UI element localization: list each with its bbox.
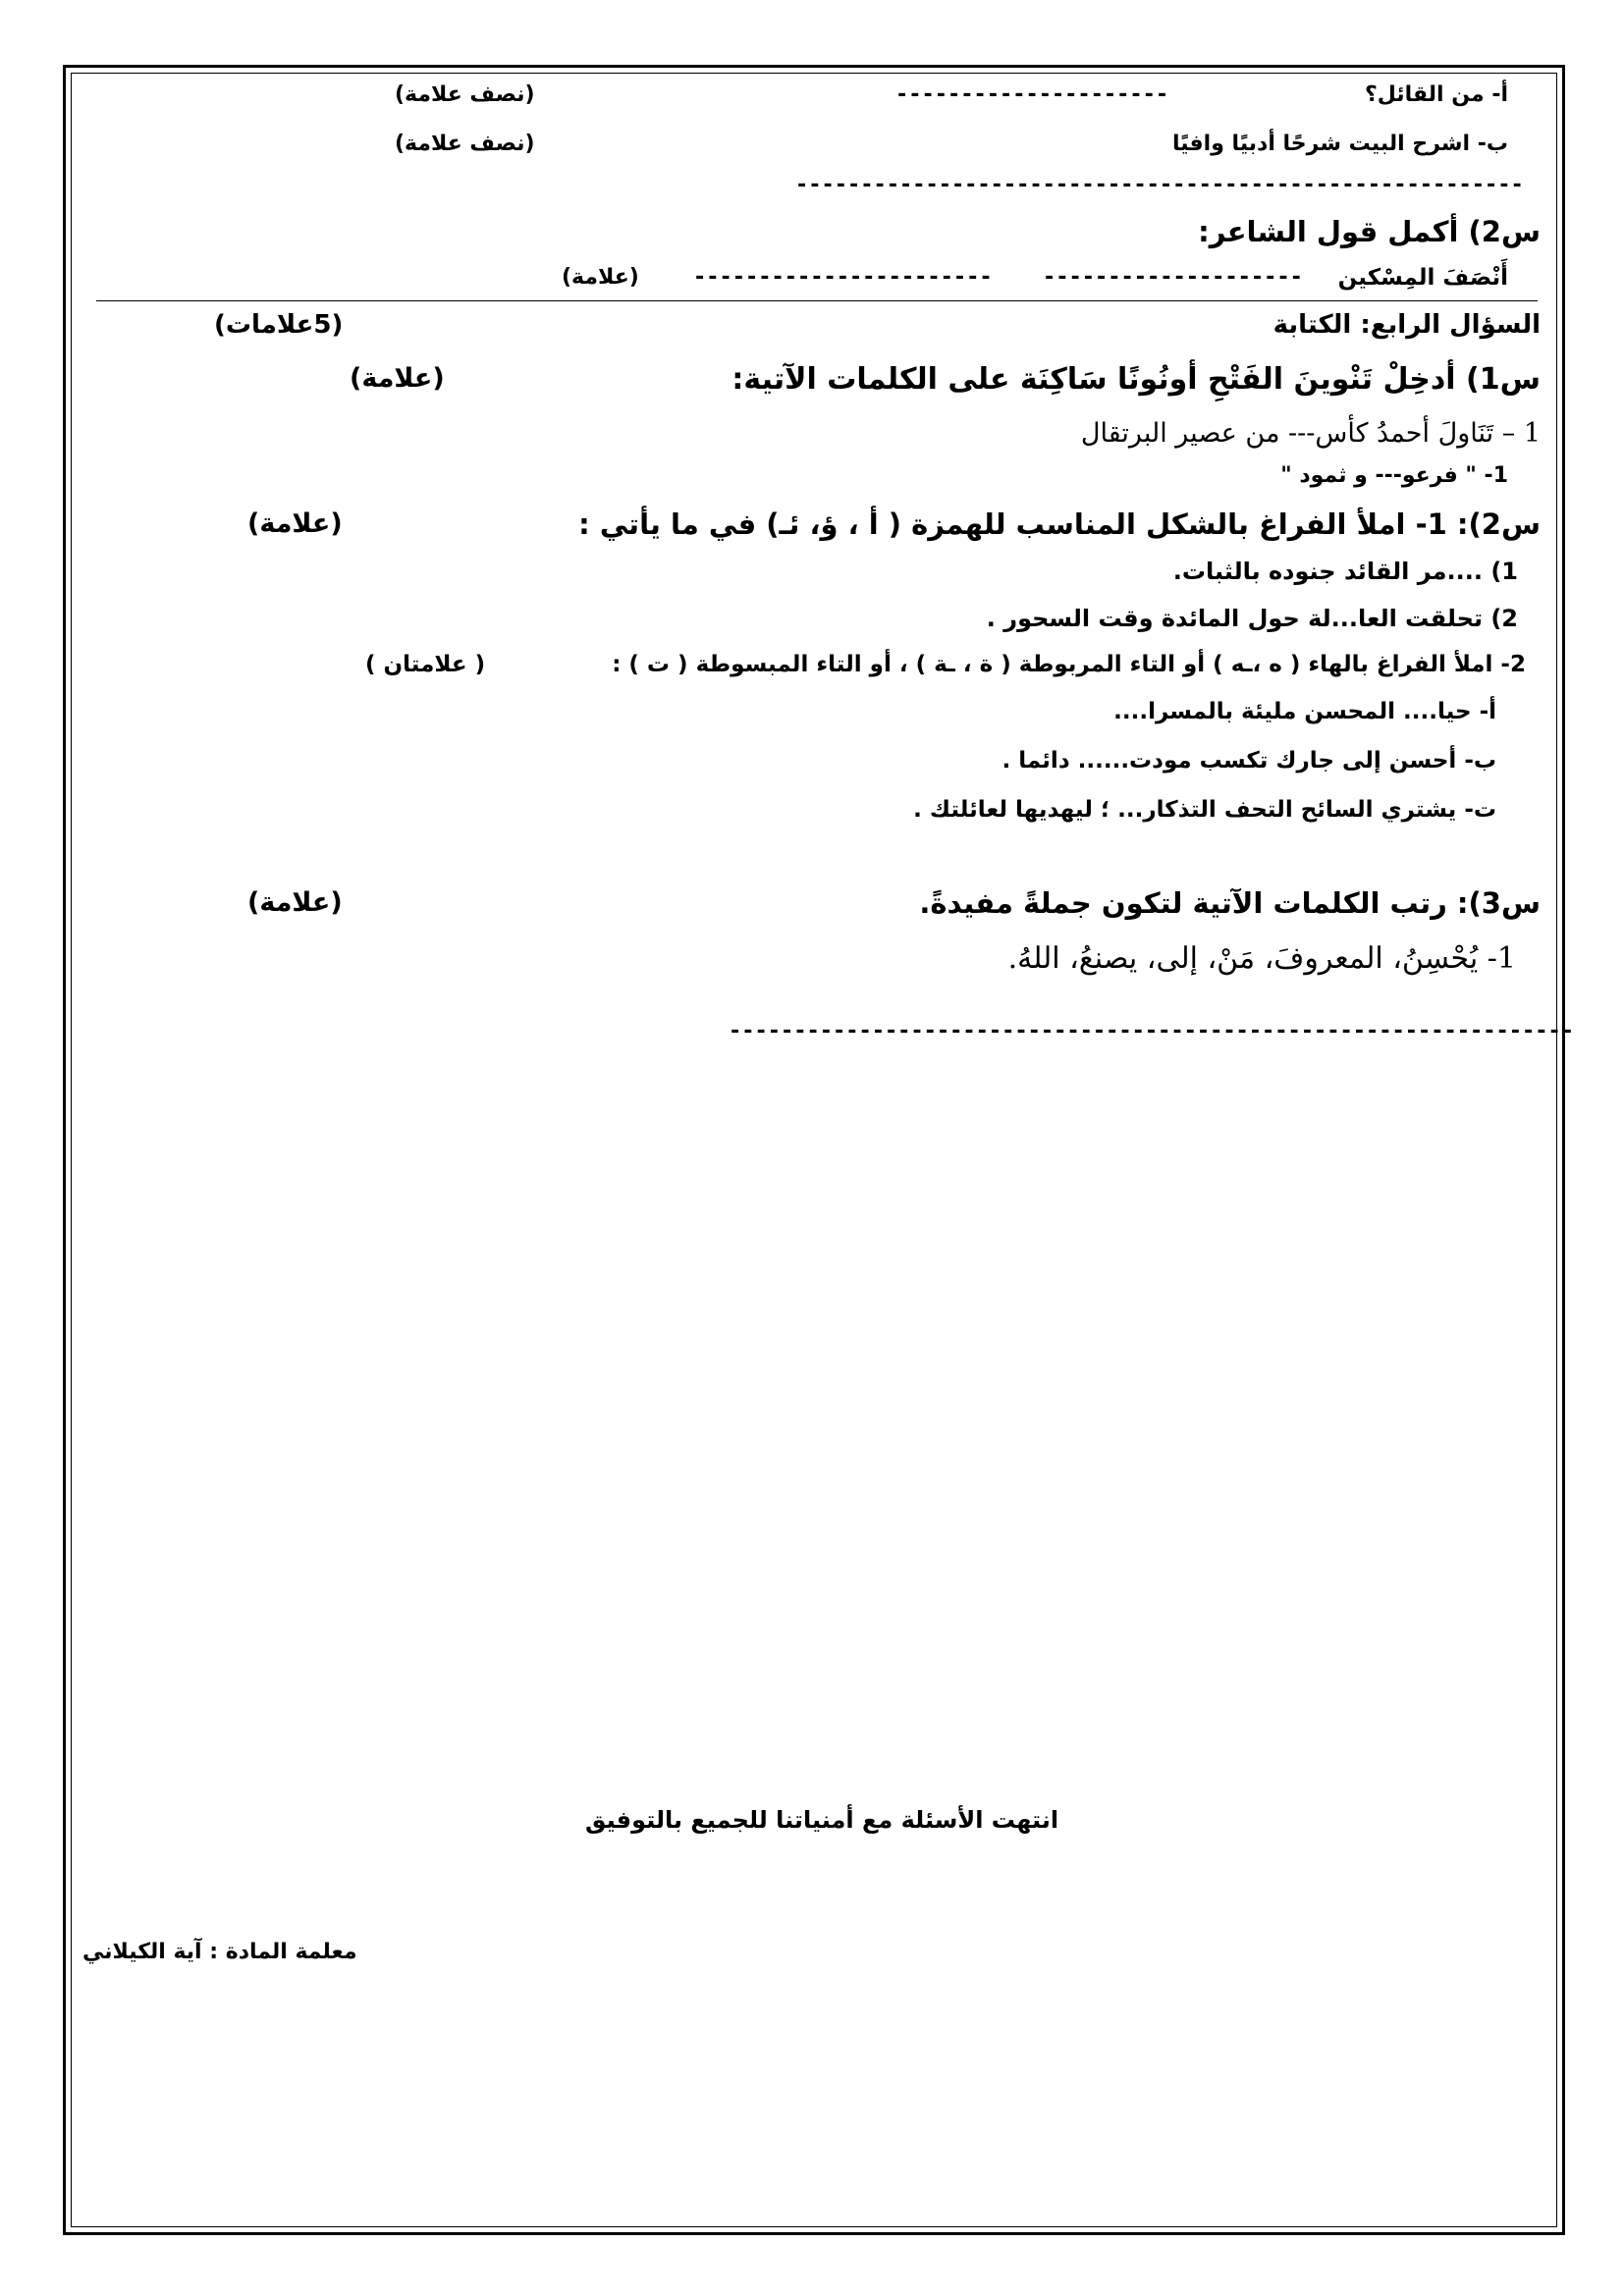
verse-dashes-1: -------------------- [1043,265,1303,290]
teacher-name: معلمة المادة : آية الكيلاني [82,1940,357,1964]
q1-item-1: 1 – تَنَاولَ أحمدُ كأس--- من عصير البرتقال [1080,418,1541,449]
q2-title: س2): 1- املأ الفراغ بالشكل المناسب للهمزة ( أ ، ؤ، ئـ) في ما يأتي : [578,507,1541,541]
verse-mark: (علامة) [562,265,639,290]
item-b: ب- اشرح البيت شرحًا أدبيًا وافيًا [1172,132,1508,156]
q1-item-2: 1- " فرعو--- و ثمود " [1280,463,1508,488]
q2-sub2-title: 2- املأ الفراغ بالهاء ( ه ،ـه ) أو التاء المربوطة ( ة ، ـة ) ، أو التاء المبسوطة ( ت ) : [612,652,1526,677]
closing-message: انتهت الأسئلة مع أمنياتنا للجميع بالتوفيق [585,1806,1059,1834]
section4-title: السؤال الرابع: الكتابة [1272,310,1541,340]
q3-title: س3): رتب الكلمات الآتية لتكون جملةً مفيدةً. [919,886,1541,920]
q2-sub2-mark: ( علامتان ) [365,652,486,677]
q2-mark: (علامة) [247,508,343,539]
q2-item-1: 1) ....مر القائد جنوده بالثبات. [1172,558,1518,585]
q3-answer-line: ----------------------------------------------------------------- [729,1019,1574,1043]
q2-item-2: 2) تحلقت العا...لة حول المائدة وقت السحور . [986,605,1518,632]
q3-item: 1- يُحْسِنُ، المعروفَ، مَنْ، إلى، يصنعُ، اللهُ. [1007,941,1516,976]
item-a-dashes: --------------------- [895,82,1169,107]
verse-start: أَنْصَفَ المِسْكين [1337,265,1508,291]
item-a: أ- من القائل؟ [1365,82,1508,107]
q1-mark: (علامة) [350,363,445,394]
q2-sub2-item-a: أ- حيا.... المحسن مليئة بالمسرا.... [1113,699,1496,724]
q2-complete-verse-title: س2) أكمل قول الشاعر: [1198,215,1541,248]
q2-sub2-item-b: ب- أحسن إلى جارك تكسب مودت...... دائما . [1001,748,1496,774]
q3-mark: (علامة) [247,887,343,918]
q2-sub2-item-c: ت- يشتري السائح التحف التذكار... ؛ ليهديها لعائلتك . [913,797,1496,823]
verse-dashes-2: ----------------------- [693,265,993,290]
item-b-mark: (نصف علامة) [395,132,535,156]
section4-marks: (5علامات) [214,310,344,340]
section-divider [96,300,1538,301]
answer-line-b: -------------------------------------------------------- [795,173,1524,197]
item-a-mark: (نصف علامة) [395,82,535,107]
q1-title: س1) أدخِلْ تَنْوينَ الفَتْحِ أونُونًا سَاكِنَة على الكلمات الآتية: [731,362,1541,397]
